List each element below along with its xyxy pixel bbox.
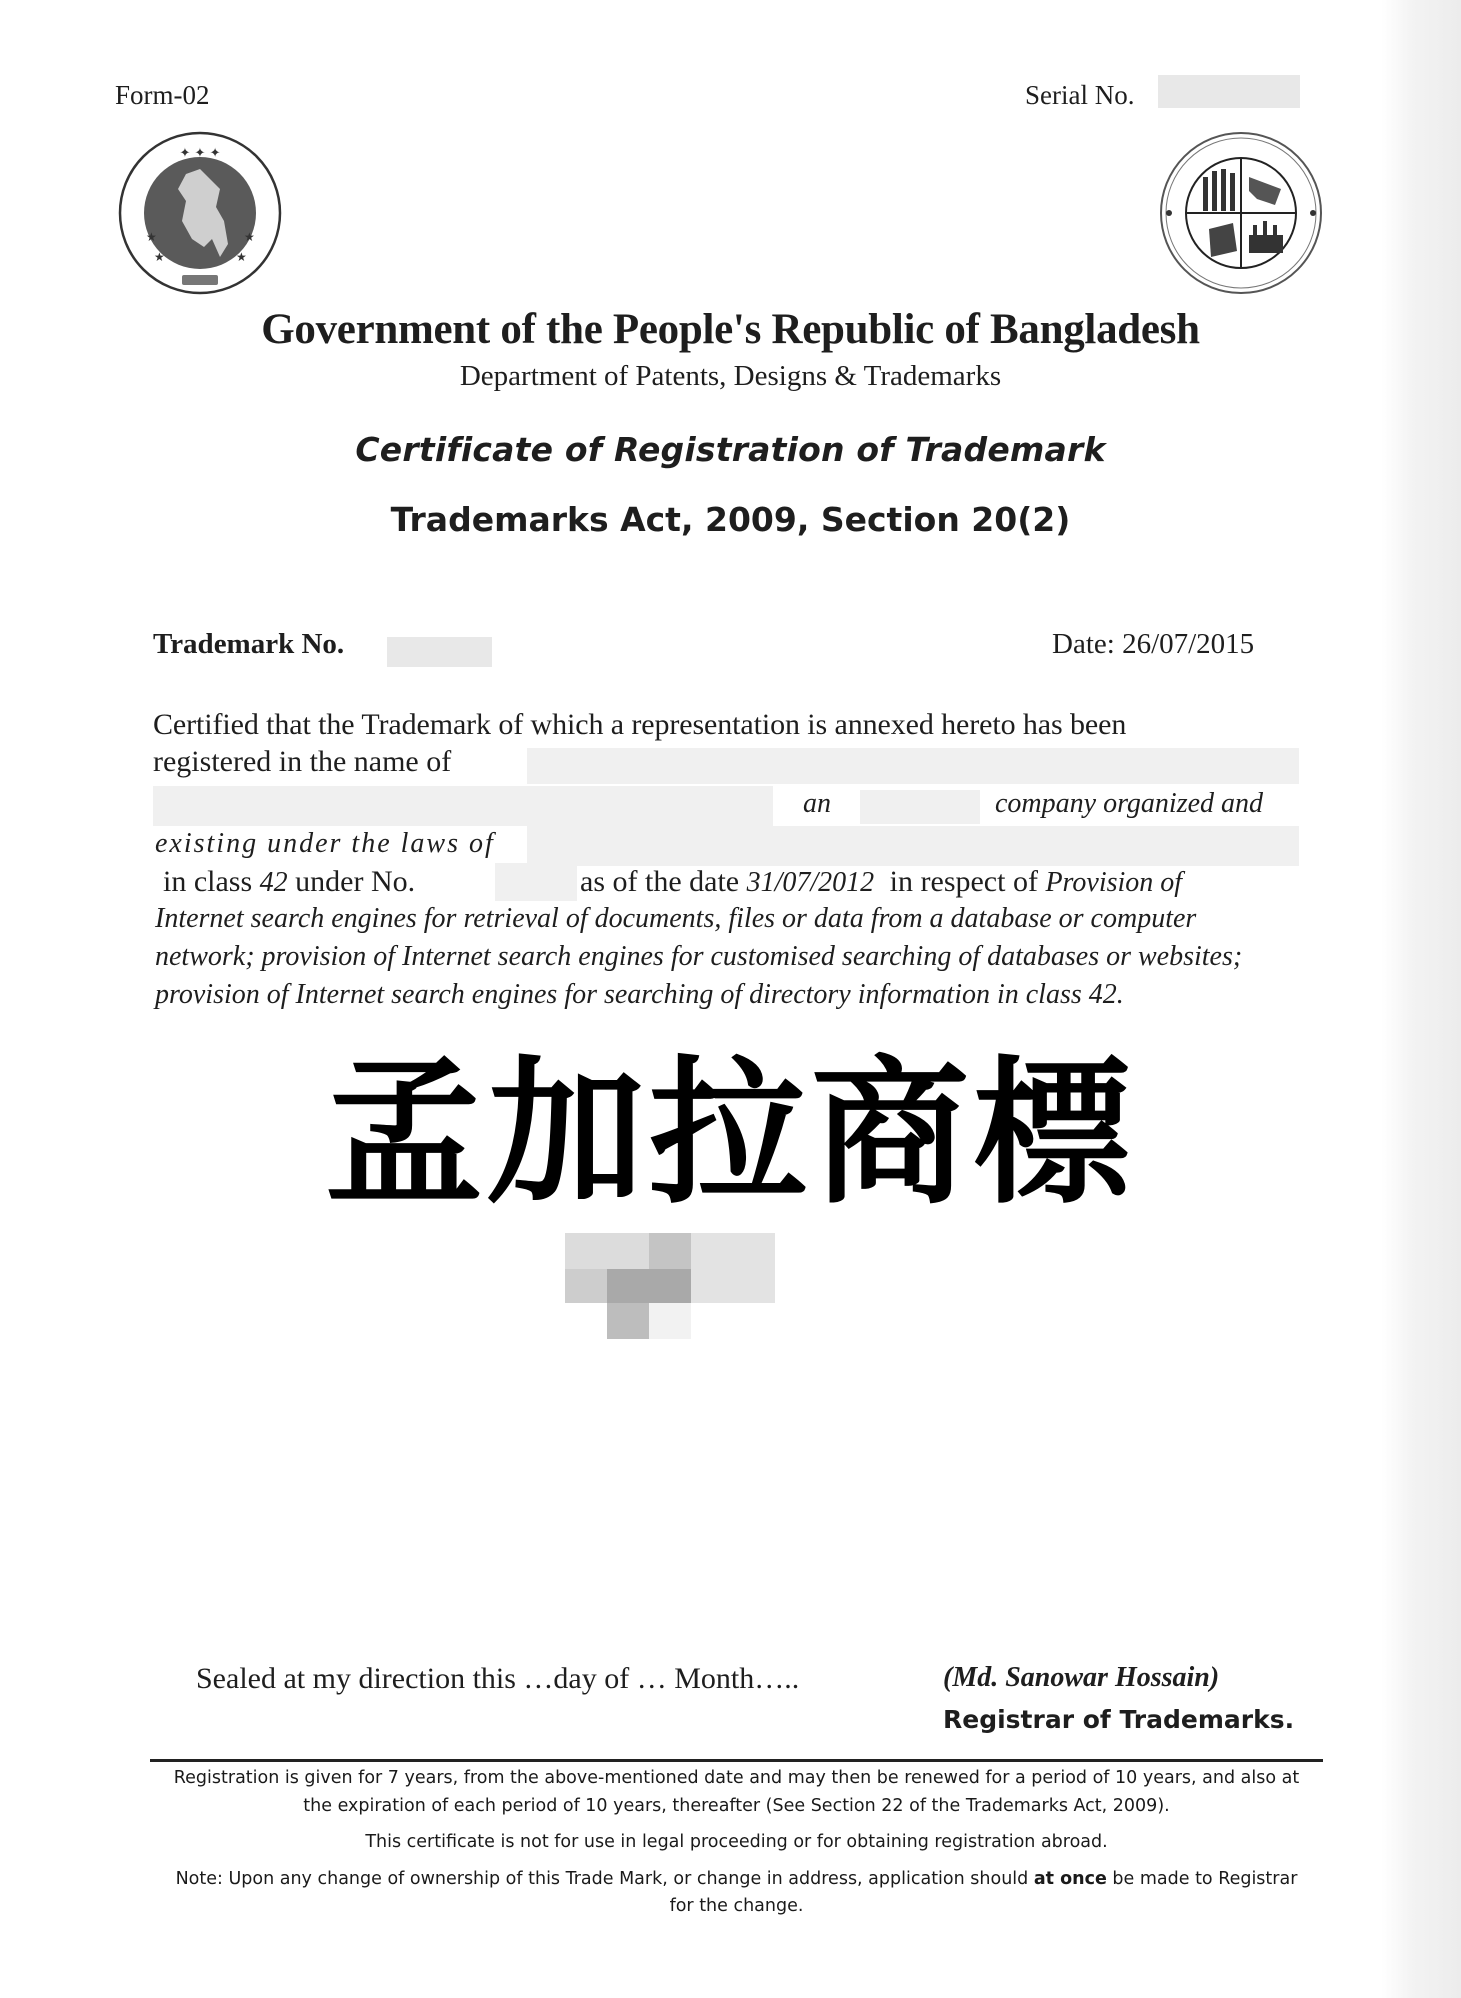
page-edge-shadow	[1381, 0, 1461, 1998]
application-date: 31/07/2012	[746, 867, 875, 898]
footer-renewal-line-2: the expiration of each period of 10 years, thereafter (See Section 22 of the Trademarks Act, 2009).	[303, 1796, 1170, 1816]
owner-name-redacted-row2	[153, 786, 773, 826]
serial-number-redacted	[1158, 75, 1300, 108]
goods-description-line-2: network; provision of Internet search engines for customised searching of databases or websites;	[155, 941, 1243, 972]
body-line-2: registered in the name of	[153, 745, 452, 778]
certificate-date	[1052, 628, 1254, 661]
under-no-label: under No.	[295, 865, 416, 898]
svg-text:★: ★	[146, 230, 157, 244]
trademark-secondary-redacted	[565, 1233, 775, 1339]
body-line-4: existing under the laws of	[155, 828, 495, 859]
note-text-b: be made to Registrar	[1112, 1869, 1298, 1889]
owner-name-redacted	[527, 748, 1299, 784]
class-label: in class	[163, 865, 253, 898]
body-line-5	[163, 865, 415, 899]
date-value: 26/07/2015	[1122, 628, 1255, 660]
bangladesh-government-seal-icon	[116, 129, 284, 297]
in-respect-label: in respect of	[889, 865, 1038, 898]
country-of-law-redacted	[527, 826, 1299, 866]
goods-description-line-1: Internet search engines for retrieval of documents, files or data from a database or computer	[155, 903, 1197, 934]
department-subtitle: Department of Patents, Designs & Trademarks	[459, 360, 1002, 392]
registrar-name: (Md. Sanowar Hossain)	[943, 1662, 1220, 1693]
registrar-title: Registrar of Trademarks.	[943, 1705, 1295, 1734]
body-line-1: Certified that the Trademark of which a representation is annexed hereto has been	[153, 708, 1127, 741]
svg-text:★: ★	[236, 250, 247, 264]
footer-note	[150, 1866, 1323, 1893]
sealed-statement: Sealed at my direction this …day of … Month…..	[196, 1662, 800, 1695]
body-line-3-an: an	[803, 788, 831, 819]
footer-usage-notice: This certificate is not for use in legal proceeding or for obtaining registration abroad.	[365, 1832, 1108, 1852]
note-emphasis: at once	[1033, 1869, 1107, 1889]
note-text-a: Note: Upon any change of ownership of this Trade Mark, or change in address, application should	[175, 1869, 1029, 1889]
certificate-title: Certificate of Registration of Trademark	[355, 430, 1106, 469]
svg-text:★: ★	[154, 250, 165, 264]
body-line-5-date	[580, 865, 1182, 899]
serial-number-label: Serial No.	[1025, 80, 1135, 110]
goods-description-line-3: provision of Internet search engines for searching of directory information in class 42.	[155, 979, 1124, 1010]
trademark-number-label: Trademark No.	[153, 628, 345, 660]
act-reference: Trademarks Act, 2009, Section 20(2)	[390, 500, 1071, 539]
government-title: Government of the People's Republic of Bangladesh	[261, 306, 1200, 353]
footer-note-line-2: for the change.	[669, 1896, 804, 1916]
body-line-3-company: company organized and	[995, 788, 1264, 819]
svg-text:✦ ✦ ✦: ✦ ✦ ✦	[179, 146, 221, 161]
footer-separator	[150, 1759, 1323, 1762]
trademark-number-redacted	[387, 637, 492, 667]
form-number: Form-02	[115, 80, 210, 110]
country-redacted	[860, 790, 980, 824]
as-of-date-label: as of the date	[580, 865, 740, 898]
department-of-patents-seal-icon	[1157, 129, 1325, 297]
goods-description-start: Provision of	[1045, 867, 1183, 898]
class-number: 42	[259, 867, 288, 898]
trademark-representation: 孟加拉商標	[325, 1042, 1135, 1226]
registration-number-redacted	[495, 863, 577, 901]
footer-renewal-line-1: Registration is given for 7 years, from the above-mentioned date and may then be renewed for a period of 10 years, and also at	[173, 1768, 1300, 1788]
date-label: Date:	[1052, 628, 1115, 660]
svg-text:★: ★	[244, 230, 255, 244]
